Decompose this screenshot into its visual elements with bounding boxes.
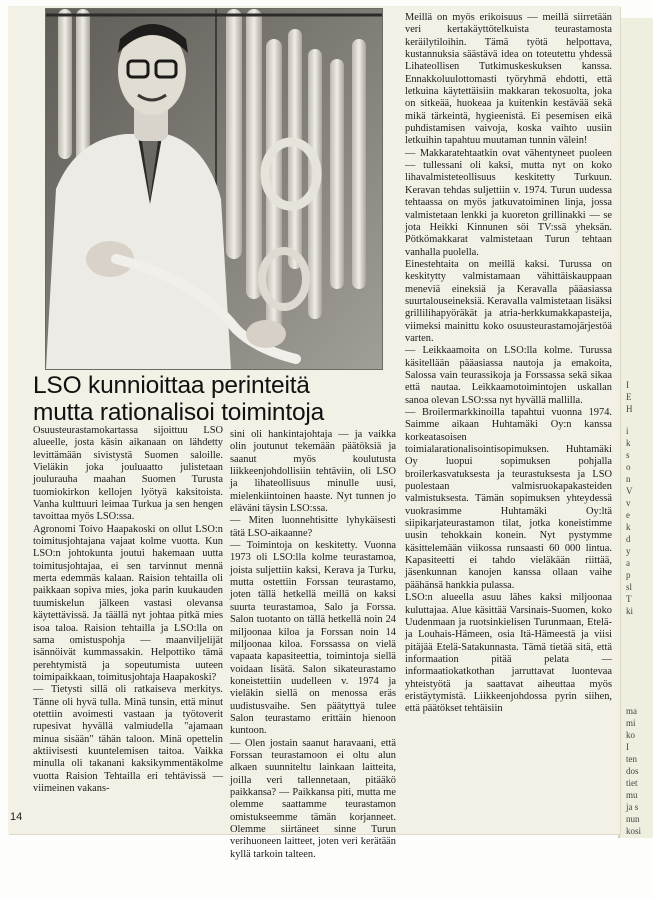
edge-text: ko [626, 730, 635, 740]
paragraph: — Toimintoja on keskitetty. Vuonna 1973 oli LSO:lla kolme teurastamoa, joista suljettiin kaksi, Kerava ja Turku, mutta ostettiin Forssan teurastamo, joten tällä hetkellä meillä on kaksi suurta teurastamoa, Salo ja Forssa. Salon tuotanto on tällä hetkellä noin 24 miljoonaa kiloa ja Forssan noin 14 miljoonaa kiloa. Forssassa on vielä vapaata kapasiteettia, toimintoja siellä voidaan lisätä. Salon sikateurastamo koneistettiin uudelleen v. 1974 ja vieläkin siellä on menossa eräs uudistusvaihe. Sen päätyttyä tulee Salon teurastamo erittäin hienoon kuntoon. [230, 540, 396, 737]
edge-text: d [626, 534, 631, 544]
edge-text: sl [626, 582, 633, 592]
edge-text: k [626, 522, 631, 532]
headline-line-2: mutta rationalisoi toimintoja [33, 399, 325, 426]
body-column-3 [405, 12, 612, 716]
headline-line-1: LSO kunnioittaa perinteitä [33, 372, 310, 399]
paragraph: — Olen jostain saanut haravaani, että Forssan teurastamoon ei oltu alun alkaen suunniteltu lainkaan laitteita, joilla veri tallennetaan, pitääkö paikkansa? — Paikkansa piti, mutta me olemme saattamme teurastamon omistukseemme tämän korjanneet. Olemme siirtäneet sinne Turun verihuoneen laitteet, joten veri kerätään kyllä tarkoin talteen. [230, 737, 396, 860]
edge-text: I [626, 380, 629, 390]
paragraph: — Leikkaamoita on LSO:lla kolme. Turussa käsitellään pääasiassa nautoja ja emakoita, Salossa vain teurassikoja ja Forssassa sekä sikaa että nautaa. Leikkaamotoimintojen uskallan sanoa olevan LSO:ssa nyt hyvällä mallilla. [405, 345, 612, 406]
edge-text: mu [626, 790, 638, 800]
paragraph: — Makkaratehtaatkin ovat vähentyneet puoleen — tullessani oli kaksi, mutta nyt on koko lihavalmisteteollisuus keskitetty Turkuun. Keravan tehdas suljettiin v. 1974. Turun uudessa tehtaassa on myös jatkuvatoiminen linja, jossa valmistetaan lenkki ja kuoreton grillinakki — se jota Heikki Kinnunen söi TV:ssä yheksän. Pötkömakkarat valmistetaan Turun tehtaan vanhalla puolella. [405, 147, 612, 258]
edge-text: H [626, 404, 633, 414]
edge-text: T [626, 594, 632, 604]
edge-text: kosi [626, 826, 642, 836]
edge-text: e [626, 510, 630, 520]
photo-illustration [46, 9, 382, 369]
paragraph: sini oli hankintajohtaja — ja vaikka olin joutunut tekemään päätöksiä ja saanut myös koulutusta liikkeenjohdollisiin tehtäviin, oli LSO ja lihateollisuus minulle uusi, mielenkiintoinen haaste. Nyt tunnen jo eläväni täysin LSO:ssa. [230, 429, 396, 515]
edge-text: i [626, 426, 629, 436]
paragraph: Meillä on myös erikoisuus — meillä siirretään veri kertakäyttötelkuista teurastamosta keräilytiloihin. Tämä työtä helpottava, kustannuksia säästävä idea on toteutettu yhdessä Lihateollisen Tutkimuskeskuksen kanssa. Ennakkoluulottomasti työryhmä ehdotti, että letkuina käytettäisiin makkaran tekosuolta, joka on sitkeää, huokeaa ja kuitenkin kestävää sekä mikä tärkeintä, hygieenistä. Ei pesemisen eikä puhdistamisen vaivoja, koska vaihto uusiin letkuihin tapahtuu muutaman tunnin välein! [405, 12, 612, 147]
body-column-1 [33, 425, 223, 795]
next-page-edge [618, 18, 653, 838]
edge-text: s [626, 450, 630, 460]
edge-text: v [626, 498, 631, 508]
edge-text: E [626, 392, 632, 402]
paragraph: Agronomi Toivo Haapakoski on ollut LSO:n toimitusjohtajana vajaat kolme vuotta. Kun LSO:n johtokunta joutui hakemaan uutta toimitusjohtajaa, ei sen tarvinnut mennä merta edemmäs kalaan. Raision tehtailla oli paikkaan sopiva mies, joka parin kuukauden tuumiskelun jälkeen vastasi olevansa käytettävissä. Ja täällä nyt johtaa pitkä mies isoa taloa. Raision tehtailla ja LSO:lla on sama omistuspohja — maanviljelijät isännöivät kummassakin. Helpottiko tämä perehtymistä ja sopeutumista uuteen toimipaikkaan, toimitusjohtaja Haapakoski? [33, 523, 223, 683]
edge-text: ki [626, 606, 634, 616]
edge-text: o [626, 462, 631, 472]
edge-text: p [626, 570, 631, 580]
paragraph: — Broilermarkkinoilla tapahtui vuonna 1974. Saimme aikaan Huhtamäki Oy:n kanssa korkeatasoisen toimialarationalisointisopimuksen. Huhtamäki Oy luopui sopimuksen pohjalla broilerkasvatuksesta ja teurastuksesta ja LSO puolestaan valmisruokapakasteiden valmistuksesta. Tämän sopimuksen yhteydessä vuokrasimme Huhtamäki Oy:ltä siipikarjateurastamon tilat, jotka koneistimme uusin tehokkain konein. Nyt pystymme käsittelemään viikossa runsaasti 60 000 lintua. Kapasiteetti ei tahdo vieläkään riittää, jäsenkunnan kanojen kanssa ollaan vaihe päähänsä hankkia pulassa. [405, 407, 612, 591]
edge-text: V [626, 486, 633, 496]
paragraph: Osuusteurastamokartassa sijoittuu LSO alueelle, josta käsin aikanaan on lähdetty levittämään sivistystä Suomen saloille. Vieläkin joka jouluaatto julistetaan joulurauha maahan Suomen Turusta tuomiokirkon kellojen lyötyä kaksitoista. Vanha kulttuuri leimaa Turkua ja sen hengen tavoittaa myös LSO:ssa. [33, 425, 223, 523]
edge-text: nun [626, 814, 640, 824]
portrait-photo [45, 8, 383, 370]
article-headline [33, 372, 393, 426]
edge-text: mi [626, 718, 636, 728]
paragraph: Einestehtaita on meillä kaksi. Turussa on keskitytty valmistamaan vähittäiskauppaan meneviä eineksiä ja Keravalla pääasiassa suurtalouseineksiä. Keravalla valmistetaan lisäksi grillilihapyöräkät ja atria-herkkumakkapasteija, viimeksi mainittu koko osuusteurastamojärjestöä varten. [405, 258, 612, 344]
edge-text: ten [626, 754, 637, 764]
edge-text: ma [626, 706, 637, 716]
edge-text: dos [626, 766, 639, 776]
edge-text: tiet [626, 778, 638, 788]
paragraph: LSO:n alueella asuu lähes kaksi miljoonaa kuluttajaa. Alue käsittää Varsinais-Suomen, koko Uudenmaan ja ruotsinkielisen Turunmaan, Etelä- ja Louhais-Hämeen, osia Itä-Hämeestä ja viisi pitäjää Etelä-Satakunnasta. Tämä tietää sitä, että informaation pitää pelata — informaatiokatkothan jarruttavat luontevaa yhteistyötä ja saattavat aiheuttaa myös eristäytymistä. Liikkeenjohdossa pyrin siihen, että päätökset tehtäisiin [405, 592, 612, 715]
page-number: 14 [10, 811, 23, 823]
paragraph: — Miten luonnehtisitte lyhykäisesti tätä LSO-aikaanne? [230, 515, 396, 539]
paragraph: — Tietysti sillä oli ratkaiseva merkitys. Tänne oli hyvä tulla. Minä tunsin, että minut otettiin avoimesti vastaan ja työtoverit rupesivat hyvällä valmiudella "ajamaan minua sisään" tähän taloon. Minä opettelin aktiivisesti kuuntelemisen taitoa. Vaikka minulla oli takanani kaksikymmentäkolme vuotta Raision Tehtailla eri tehtävissä — viimeinen vakans- [33, 684, 223, 794]
body-column-2 [230, 429, 396, 861]
edge-text: y [626, 546, 631, 556]
edge-text: ja s [626, 802, 639, 812]
edge-text: I [626, 742, 629, 752]
edge-text: n [626, 474, 631, 484]
edge-text: a [626, 558, 630, 568]
edge-text: k [626, 438, 631, 448]
